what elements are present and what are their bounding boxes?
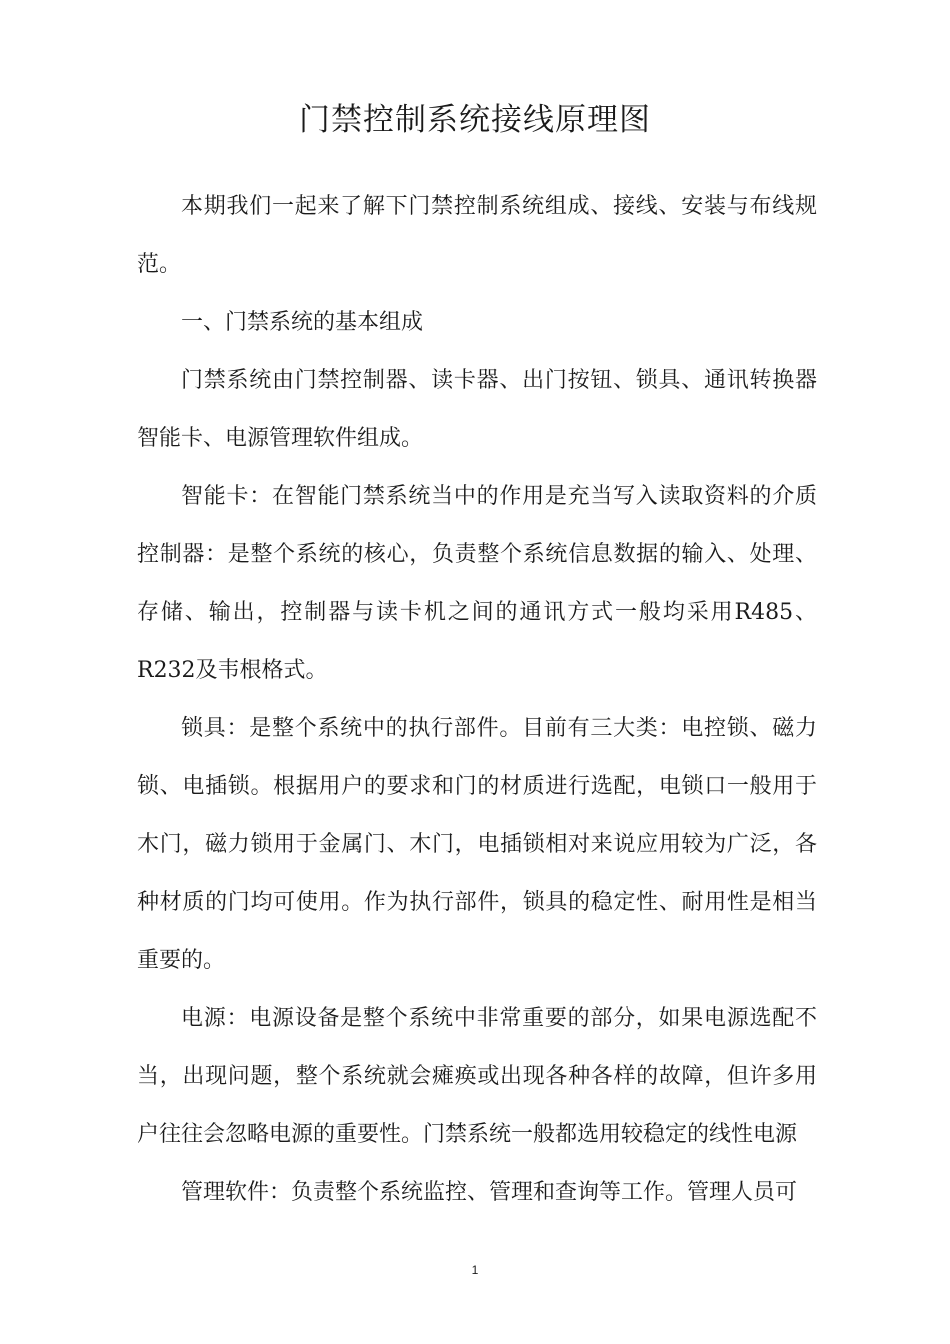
- section-heading-basic-composition: 一、门禁系统的基本组成: [181, 310, 424, 335]
- document-body: [137, 178, 817, 1222]
- paragraph-management-software: 管理软件：负责整个系统监控、管理和查询等工作。管理人员可: [181, 1180, 798, 1205]
- paragraph-locks: 锁具：是整个系统中的执行部件。目前有三大类：电控锁、磁力锁、电插锁。根据用户的要求和门的材质进行选配，电锁口一般用于木门，磁力锁用于金属门、木门，电插锁相对来说应用较为广泛，各种材质的门均可使用。作为执行部件，锁具的稳定性、耐用性是相当重要的。: [137, 716, 817, 973]
- paragraph-intro: 本期我们一起来了解下门禁控制系统组成、接线、安装与布线规范。: [137, 194, 817, 277]
- paragraph-power-supply: 电源：电源设备是整个系统中非常重要的部分，如果电源选配不当，出现问题，整个系统就会瘫痪或出现各种各样的故障，但许多用户往往会忽略电源的重要性。门禁系统一般都选用较稳定的线性电源: [137, 1006, 817, 1147]
- paragraph-smart-card-controller: 智能卡：在智能门禁系统当中的作用是充当写入读取资料的介质控制器：是整个系统的核心，负责整个系统信息数据的输入、处理、存储、输出，控制器与读卡机之间的通讯方式一般均采用R485、R232及韦根格式。: [137, 484, 817, 683]
- document-title: 门禁控制系统接线原理图: [299, 102, 651, 138]
- page-number: 1: [471, 1263, 479, 1277]
- paragraph-system-components: 门禁系统由门禁控制器、读卡器、出门按钮、锁具、通讯转换器智能卡、电源管理软件组成。: [137, 368, 817, 451]
